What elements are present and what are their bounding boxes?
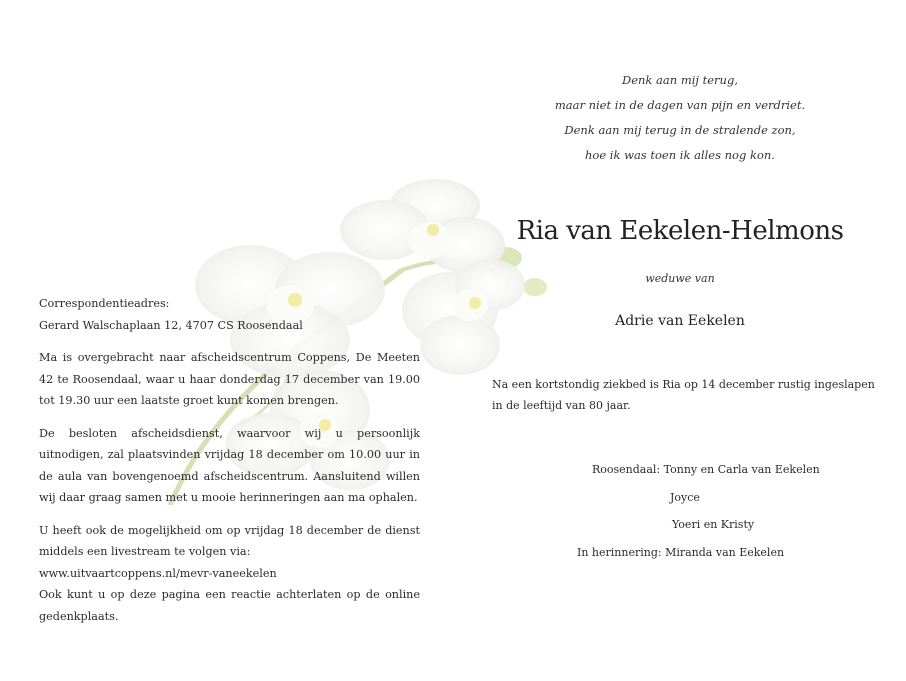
service-paragraph: De besloten afscheidsdienst, waarvoor wij u persoonlijk uitnodigen, zal plaatsvinden vrijdag 18 december om 10.00 uur in de aula van bovengenoemd afscheidscentrum. Aansluitend willen wij daar graag samen met u mooie herinneringen aan ma ophalen. — [39, 426, 420, 504]
relation-label: weduwe van — [645, 272, 715, 285]
family-line: Yoeri en Kristy — [672, 518, 755, 531]
spouse-name: Adrie van Eekelen — [615, 313, 745, 329]
family-line: Roosendaal: Tonny en Carla van Eekelen — [592, 463, 820, 476]
family-line: In herinnering: Miranda van Eekelen — [577, 546, 785, 559]
correspondence-address: Gerard Walschaplaan 12, 4707 CS Roosendaal — [39, 318, 303, 332]
poem — [530, 68, 830, 168]
correspondence-label: Correspondentieadres: — [39, 297, 170, 310]
livestream-intro: U heeft ook de mogelijkheid om op vrijdag 18 december de dienst middels een livestream te volgen via: — [39, 523, 420, 558]
correspondence-block — [39, 293, 420, 336]
deceased-name: Ria van Eekelen-Helmons — [516, 216, 844, 246]
reaction-text: Ook kunt u op deze pagina een reactie achterlaten op de online gedenkplaats. — [39, 588, 420, 623]
location-paragraph: Ma is overgebracht naar afscheidscentrum Coppens, De Meeten 42 te Roosendaal, waar u haar donderdag 17 december van 19.00 tot 19.30 uur een laatste groet kunt komen brengen. — [39, 351, 420, 407]
info-column — [39, 293, 420, 638]
poem-line: maar niet in de dagen van pijn en verdriet. — [554, 98, 806, 112]
announcement-text: Na een kortstondig ziekbed is Ria op 14 december rustig ingeslapen in de leeftijd van 80 jaar. — [492, 378, 875, 412]
poem-line: Denk aan mij terug in de stralende zon, — [564, 123, 796, 137]
livestream-block — [39, 520, 420, 628]
poem-line: Denk aan mij terug, — [622, 73, 738, 87]
livestream-link[interactable]: www.uitvaartcoppens.nl/mevr-vaneekelen — [39, 566, 277, 580]
poem-line: hoe ik was toen ik alles nog kon. — [585, 148, 775, 162]
family-line: Joyce — [670, 491, 700, 504]
